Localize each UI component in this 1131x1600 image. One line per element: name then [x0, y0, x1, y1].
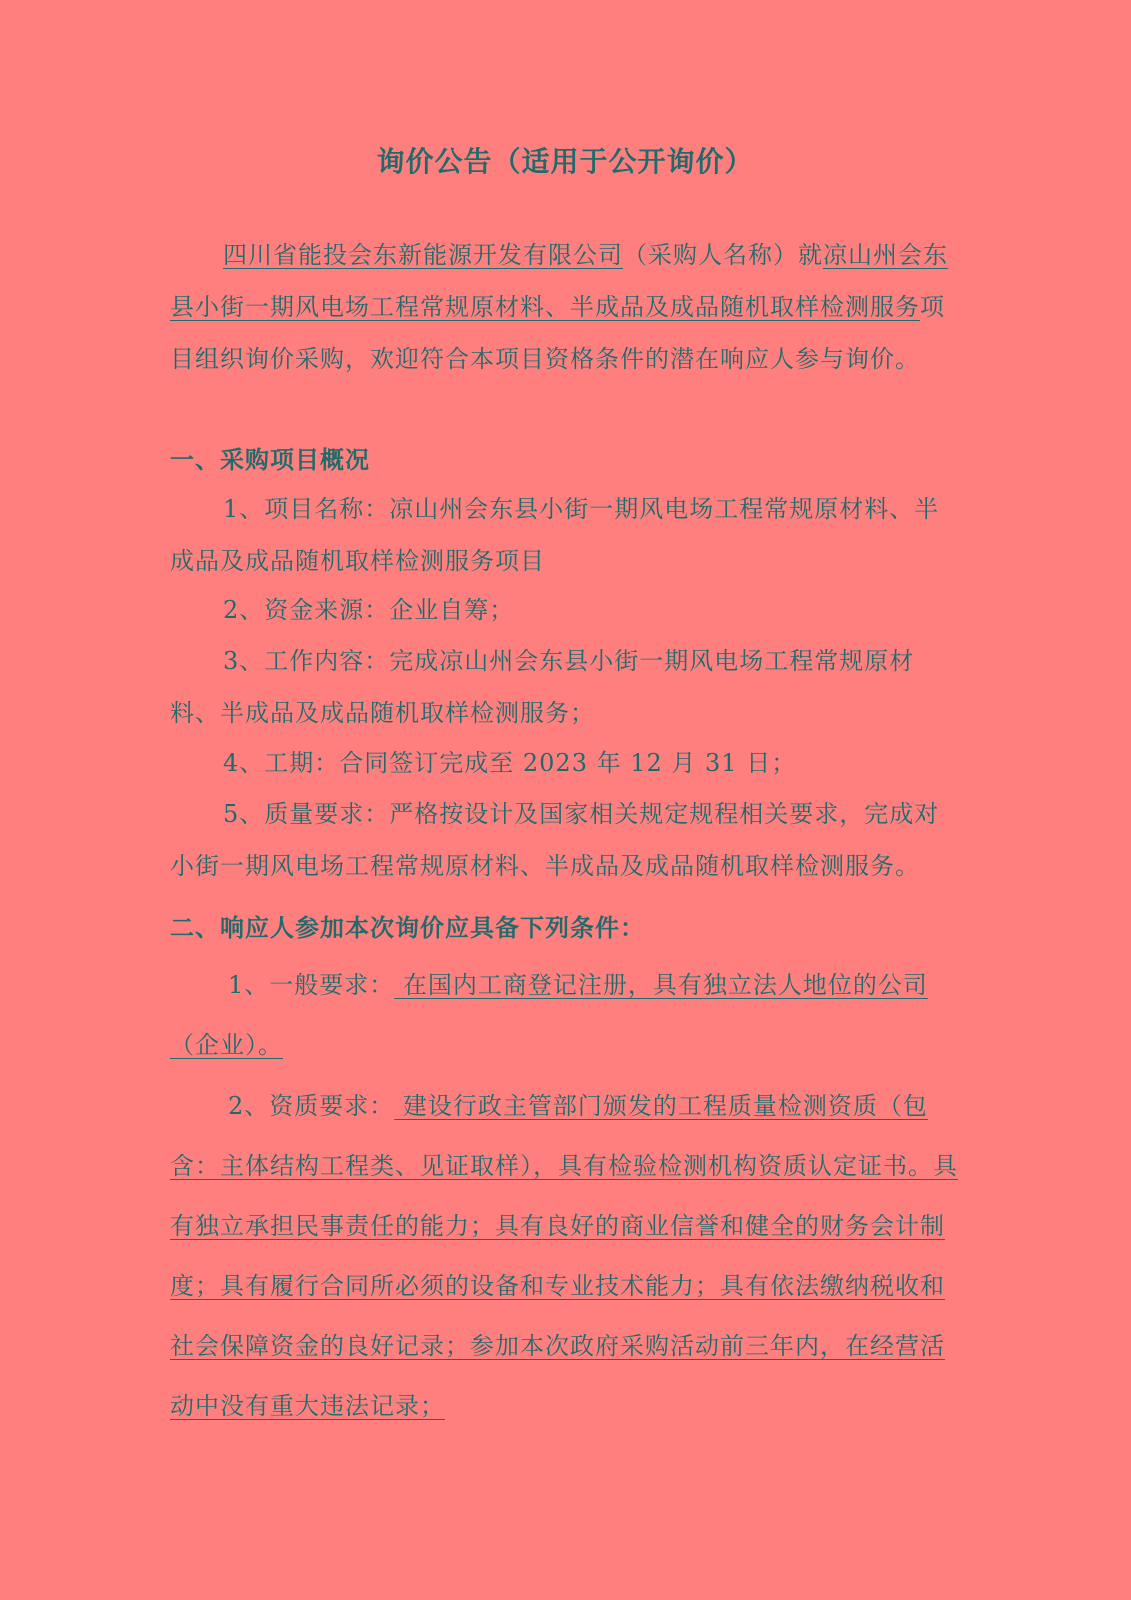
requirement-general [170, 955, 960, 1075]
section-1-item-1: 1、项目名称：凉山州会东县小街一期风电场工程常规原材料、半成品及成品随机取样检测服务项目 [170, 495, 940, 575]
section-1-item-4: 4、工期：合同签订完成至 2023 年 12 月 31 日； [223, 749, 797, 777]
section-1-heading: 一、采购项目概况 [170, 446, 370, 474]
requirement-qualification [170, 1076, 960, 1436]
section-1-item-3: 3、工作内容：完成凉山州会东县小街一期风电场工程常规原材料、半成品及成品随机取样检测服务； [170, 647, 915, 727]
section-1-item-5: 5、质量要求：严格按设计及国家相关规定规程相关要求，完成对小街一期风电场工程常规原材料、半成品及成品随机取样检测服务。 [170, 800, 940, 880]
intro-paragraph [170, 229, 960, 385]
intro-text-1: （采购人名称）就 [623, 241, 823, 269]
purchaser-name: 四川省能投会东新能源开发有限公司 [223, 241, 623, 269]
section-1-item-2: 2、资金来源：企业自筹； [223, 596, 515, 624]
requirement-general-value: 在国内工商登记注册，具有独立法人地位的公司（企业）。 [170, 971, 928, 1059]
project-name: 凉山州会东县小街一期风电场工程常规原材料、半成品及成品随机取样检测服务 [170, 241, 948, 321]
requirement-qualification-value: 建设行政主管部门颁发的工程质量检测资质（包含：主体结构工程类、见证取样），具有检验检测机构资质认定证书。具有独立承担民事责任的能力；具有良好的商业信誉和健全的财务会计制度；具有履行合同所必须的设备和专业技术能力；具有依法缴纳税收和社会保障资金的良好记录；参加本次政府采购活动前三年内，在经营活动中没有重大违法记录； [170, 1092, 958, 1420]
section-2-heading: 二、响应人参加本次询价应具备下列条件： [170, 914, 645, 942]
requirement-general-label: 1、一般要求： [228, 971, 395, 999]
requirement-qualification-label: 2、资质要求： [228, 1092, 395, 1120]
document-title: 询价公告（适用于公开询价） [376, 145, 754, 178]
intro-text-2: 项目组织询价采购，欢迎符合本项目资格条件的潜在响应人参与询价。 [170, 293, 945, 373]
